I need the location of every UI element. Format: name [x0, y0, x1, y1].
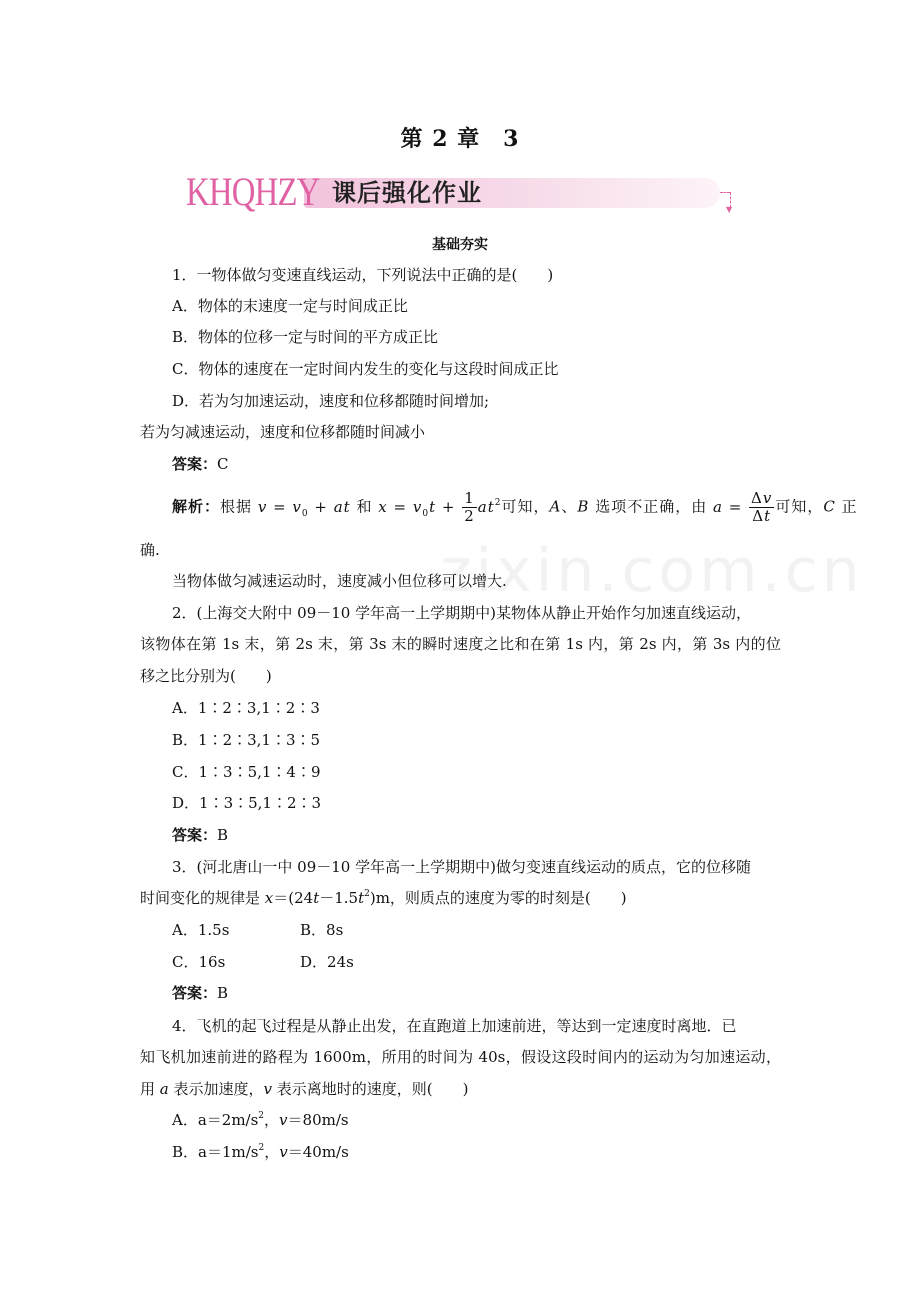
q4-text: ， — [264, 1143, 280, 1161]
banner-brand: KHQHZY — [186, 169, 320, 214]
answer-value: B — [217, 826, 229, 844]
q3-text: 时间变化的规律是 — [140, 889, 265, 907]
section-banner — [186, 169, 738, 216]
page-title: 第 2 章 3 — [400, 126, 520, 152]
q4-option-a: A．$a=2m/s^2$，v＝80m/s — [172, 1111, 349, 1129]
q2-option-b: B．1∶2∶3,1∶3∶5 — [172, 731, 321, 749]
q2-option-c: C．1∶3∶5,1∶4∶9 — [172, 763, 321, 781]
q1-option-a: A．物体的末速度一定与时间成正比 — [172, 297, 408, 315]
q1-answer — [172, 454, 229, 474]
q3-text: －1.5 — [319, 889, 359, 907]
q2-option-d: D．1∶3∶5,1∶2∶3 — [172, 794, 322, 812]
banner-arrow-icon: ▼ — [726, 205, 733, 214]
q1-stem: 1．一物体做匀变速直线运动，下列说法中正确的是( ) — [172, 266, 554, 284]
section-heading: 基础夯实 — [432, 237, 488, 253]
q2-option-a: A．1∶2∶3,1∶2∶3 — [172, 699, 320, 717]
q3-text: )m，则质点的速度为零的时刻是( ) — [369, 889, 627, 907]
analysis-text: 正 — [841, 497, 858, 516]
q4-stem-line1: 4．飞机的起飞过程是从静止出发，在直跑道上加速前进，等达到一定速度时离地．已 — [172, 1017, 737, 1035]
q4-text: B．a＝1m/s — [172, 1143, 259, 1161]
q4-text: A．a＝2m/s — [172, 1111, 259, 1129]
answer-label: 答案： — [172, 984, 218, 1002]
answer-value: B — [217, 984, 229, 1002]
banner-text: 课后强化作业 — [332, 179, 482, 207]
q4-stem-line3: 用 a 表示加速度，v 表示离地时的速度，则( ) — [140, 1080, 469, 1098]
q2-stem-line2: 该物体在第 1s 末，第 2s 末，第 3s 末的瞬时速度之比和在第 1s 内，第 2s 内，第 3s 内的位 — [140, 635, 781, 653]
q1-option-c: C．物体的速度在一定时间内发生的变化与这段时间成正比 — [172, 360, 559, 378]
q3-answer — [172, 983, 228, 1003]
analysis-text: 根据 — [220, 497, 253, 516]
answer-label: 答案： — [172, 826, 218, 844]
analysis-text: 选项不正确，由 — [595, 497, 708, 516]
q3-option-d: D．24s — [300, 953, 354, 971]
q2-stem-line1: 2．(上海交大附中 09－10 学年高一上学期期中)某物体从静止开始作匀加速直线运动， — [172, 604, 751, 622]
q1-analysis: 解析：根据 $v = v_0$ + at 和 $x = v_0t$ + $\frac{1}{2}$ $at^2$可知，A、B 选项不正确，由 a = $\frac{\Delta v}{\Delta t}$ 可知，C 正 — [172, 489, 858, 525]
q4-text: 表示加速度， — [168, 1080, 264, 1098]
q1-analysis-extra: 当物体做匀减速运动时，速度减小但位移可以增大. — [172, 572, 507, 590]
q3-option-c: C．16s — [172, 953, 226, 971]
answer-label: 答案： — [172, 455, 218, 473]
analysis-text: 和 — [356, 497, 373, 516]
q4-option-b: B．$a=1m/s^2$，v＝40m/s — [172, 1143, 349, 1161]
formula-velocity: $v = v_0$ + at — [257, 497, 351, 519]
analysis-text: 可知， — [775, 497, 824, 516]
analysis-text: 可知， — [501, 497, 550, 516]
answer-value: C — [217, 455, 229, 473]
analysis-label: 解析： — [172, 497, 221, 516]
q1-option-d-line1: D．若为匀加速运动，速度和位移都随时间增加; — [172, 392, 490, 410]
q4-text: ＝40m/s — [287, 1143, 349, 1161]
q1-option-b: B．物体的位移一定与时间的平方成正比 — [172, 328, 439, 346]
formula-displacement: $x = v_0t$ + $\frac{1}{2}$ $at^2$ — [378, 489, 502, 525]
q3-text: ＝(24 — [273, 889, 314, 907]
q4-text: 表示离地时的速度，则( ) — [272, 1080, 469, 1098]
watermark: zixin.com.cn — [440, 536, 864, 606]
q4-text: ＝80m/s — [287, 1111, 349, 1129]
q4-text: ， — [264, 1111, 280, 1129]
banner-dash — [720, 192, 730, 193]
q3-option-a: A．1.5s — [172, 921, 230, 939]
q2-stem-line3: 移之比分别为( ) — [140, 667, 272, 685]
q1-analysis-tail: 确. — [140, 541, 160, 559]
q3-stem-line2: 时间变化的规律是 $x=(24t-1.5t^2)m$，则质点的速度为零的时刻是( ) — [140, 889, 627, 907]
q2-answer — [172, 825, 228, 845]
q3-stem-line1: 3．(河北唐山一中 09－10 学年高一上学期期中)做匀变速直线运动的质点，它的位移随 — [172, 858, 751, 876]
q1-option-d-line2: 若为匀减速运动，速度和位移都随时间减小 — [140, 423, 426, 441]
q4-text: 用 — [140, 1080, 160, 1098]
q3-option-b: B．8s — [300, 921, 344, 939]
q4-stem-line2: 知飞机加速前进的路程为 1600m，所用的时间为 40s，假设这段时间内的运动为匀加速运动， — [140, 1048, 781, 1066]
formula-acceleration: a = $\frac{\Delta v}{\Delta t}$ — [712, 489, 773, 525]
